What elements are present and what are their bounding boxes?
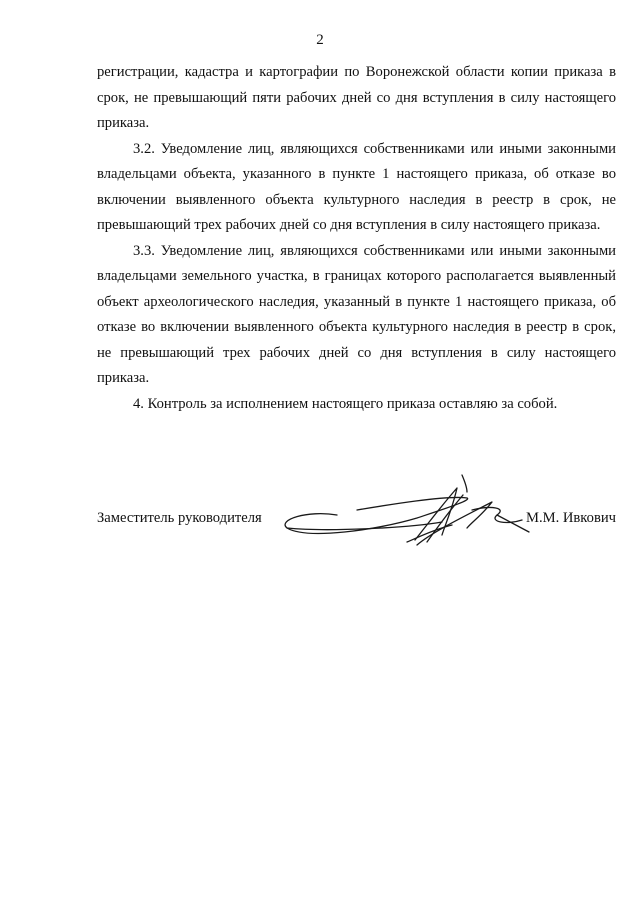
paragraph-continuation: регистрации, кадастра и картографии по Воронежской области копии приказа в срок, не превышающий пяти рабочих дней со дня вступления в силу настоящего приказа.: [97, 64, 616, 131]
page-number: 2: [316, 32, 324, 48]
signatory-title: Заместитель руководителя: [97, 510, 262, 526]
document-body: [97, 60, 616, 417]
signatory-name: М.М. Ивкович: [525, 510, 616, 526]
signature-block: [97, 470, 616, 560]
handwritten-signature: [267, 470, 567, 560]
paragraph-3-3: 3.3. Уведомление лиц, являющихся собственниками или иными законными владельцами земельного участка, в границах которого располагается выявленный объект археологического наследия, указанный в пункте 1 настоящего приказа, об отказе во включении выявленного объекта культурного наследия в реестр в срок, не превышающий трех рабочих дней со дня вступления в силу настоящего приказа.: [97, 242, 616, 386]
paragraph-3-2: 3.2. Уведомление лиц, являющихся собственниками или иными законными владельцами объекта, указанного в пункте 1 настоящего приказа, об отказе во включении выявленного объекта культурного наследия в реестр в срок, не превышающий трех рабочих дней со дня вступления в силу настоящего приказа.: [97, 140, 616, 233]
paragraph-4: 4. Контроль за исполнением настоящего приказа оставляю за собой.: [133, 395, 558, 412]
